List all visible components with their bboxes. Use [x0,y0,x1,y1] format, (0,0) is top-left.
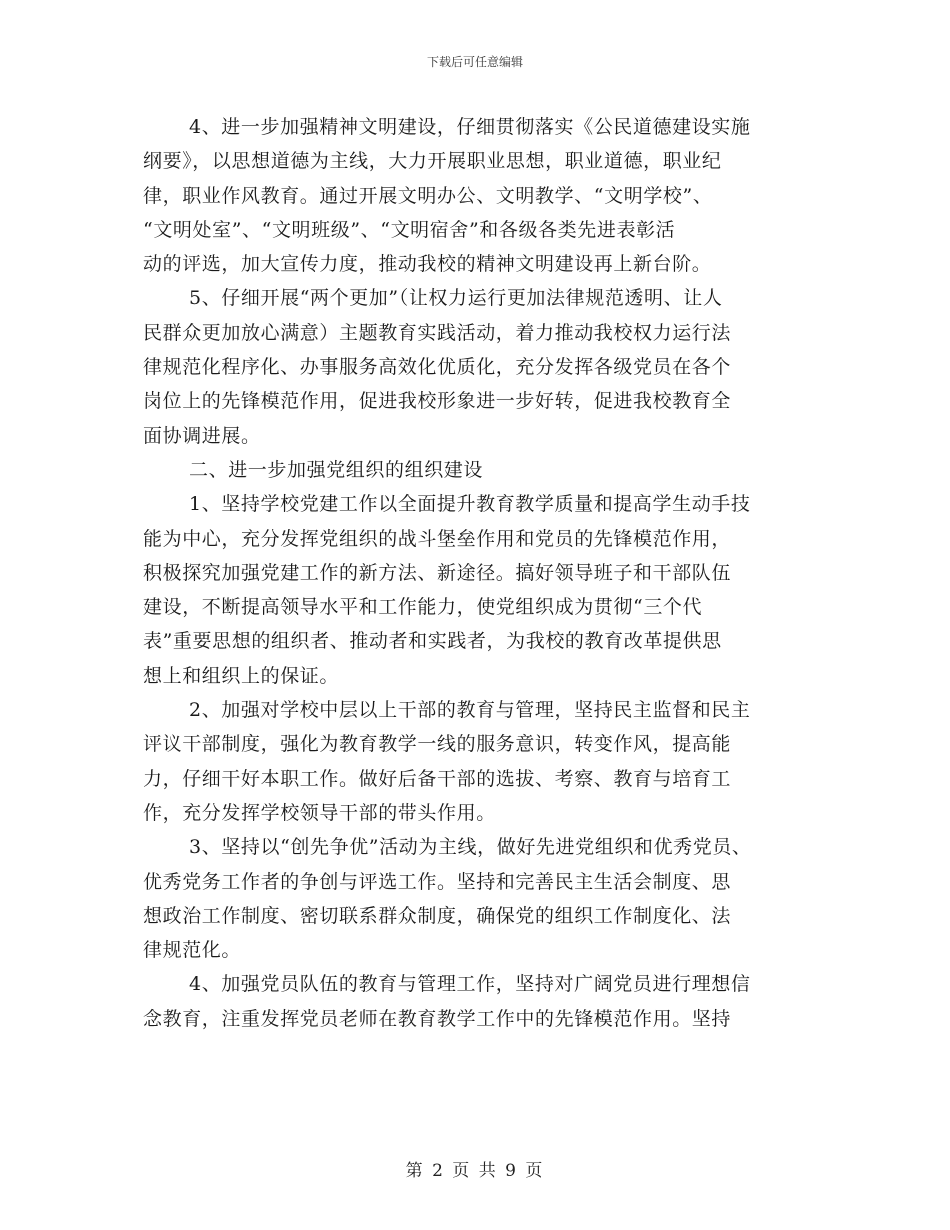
text-line: 3、坚持以“创先争优”活动为主线，做好先进党组织和优秀党员、 [189,836,752,859]
text-line: 力，仔细干好本职工作。做好后备干部的选拔、考察、教育与培育工 [143,767,732,790]
text-line: 表”重要思想的组织者、推动者和实践者，为我校的教育改革提供思 [143,630,722,653]
text-line: 作，充分发挥学校领导干部的带头作用。 [143,801,496,824]
text-line: 民群众更加放心满意）主题教育实践活动，着力推动我校权力运行法 [143,321,732,344]
text-line: 4、加强党员队伍的教育与管理工作，坚持对广阔党员进行理想信 [189,973,751,996]
text-line: 念教育，注重发挥党员老师在教育教学工作中的先锋模范作用。坚持 [143,1007,732,1030]
text-line: 岗位上的先锋模范作用，促进我校形象进一步好转，促进我校教育全 [143,390,732,413]
text-line: 想政治工作制度、密切联系群众制度，确保党的组织工作制度化、法 [143,904,732,927]
text-line: 5、仔细开展“两个更加”（让权力运行更加法律规范透明、让人 [189,287,723,310]
text-line: 积极探究加强党建工作的新方法、新途径。搞好领导班子和干部队伍 [143,561,732,584]
text-line: 4、进一步加强精神文明建设，仔细贯彻落实《公民道德建设实施 [189,116,751,138]
text-line: 纲要》，以思想道德为主线，大力开展职业思想，职业道德，职业纪 [143,150,722,173]
text-line: 1、坚持学校党建工作以全面提升教育教学质量和提高学生动手技 [189,493,751,516]
text-line: 律，职业作风教育。通过开展文明办公、文明教学、“文明学校”、 [143,184,713,207]
page-header-note: 下载后可任意编辑 [426,55,523,69]
document-body [143,110,823,1036]
text-line: 二、进一步加强党组织的组织建设 [189,458,484,481]
text-line: 优秀党务工作者的争创与评选工作。坚持和完善民主生活会制度、思 [143,870,732,893]
text-line: 律规范化程序化、办事服务高效化优质化，充分发挥各级党员在各个 [143,356,732,379]
text-line: “文明处室”、“文明班级”、“文明宿舍”和各级各类先进表彰活 [143,218,676,241]
text-line: 动的评选，加大宣传力度，推动我校的精神文明建设再上新台阶。 [143,253,712,276]
text-line: 建设，不断提高领导水平和工作能力，使党组织成为贯彻“三个代 [143,596,703,619]
text-line: 评议干部制度，强化为教育教学一线的服务意识，转变作风，提高能 [143,733,732,756]
text-line: 想上和组织上的保证。 [143,664,340,687]
page-footer: 第 2 页 共 9 页 [405,1161,545,1181]
text-line: 2、加强对学校中层以上干部的教育与管理，坚持民主监督和民主 [189,699,751,722]
text-line: 面协调进展。 [143,424,261,447]
text-line: 能为中心，充分发挥党组织的战斗堡垒作用和党员的先锋模范作用， [143,527,732,550]
text-line: 律规范化。 [143,939,242,962]
